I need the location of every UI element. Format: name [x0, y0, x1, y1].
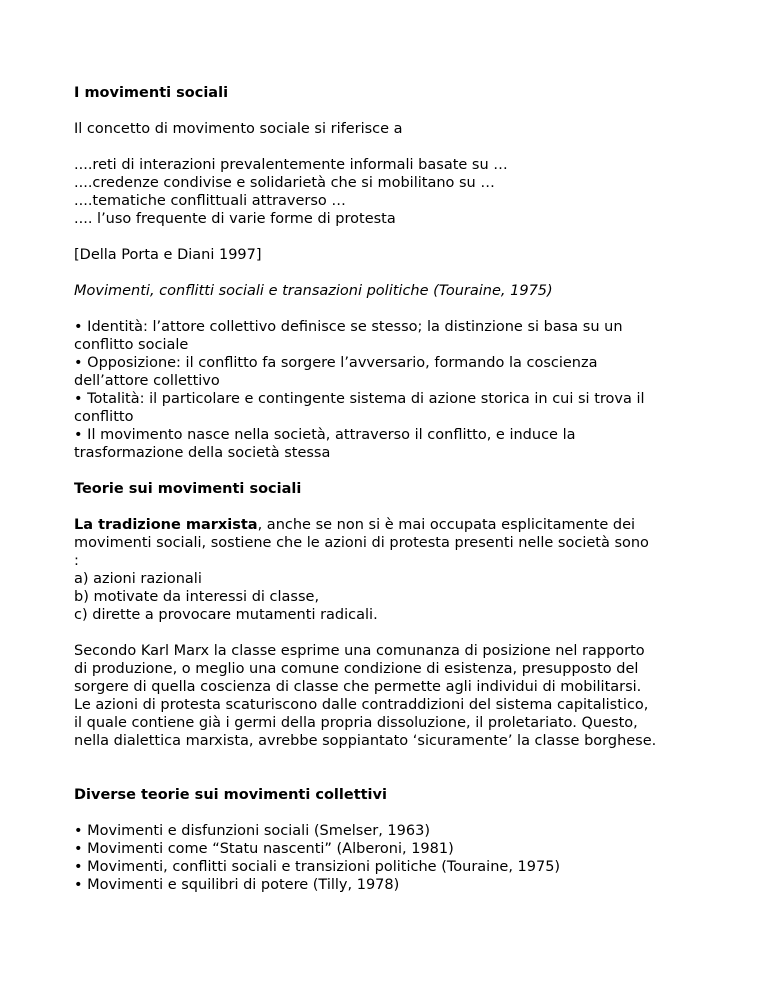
definition-line: ....tematiche conflittuali attraverso …	[74, 193, 346, 209]
definition-line: ....credenze condivise e solidarietà che si mobilitano su …	[74, 175, 495, 191]
bullet-item: • Il movimento nasce nella società, attraverso il conflitto, e induce la trasformazione della società stessa	[74, 427, 576, 461]
marxist-bold-label: La tradizione marxista	[74, 517, 258, 533]
marxist-paragraph	[74, 516, 734, 570]
definition-line: ....reti di interazioni prevalentemente informali basate su …	[74, 157, 508, 173]
bullet-item: • Movimenti come “Statu nascenti” (Alberoni, 1981)	[74, 841, 454, 857]
bullet-item: • Movimenti e squilibri di potere (Tilly, 1978)	[74, 877, 400, 893]
bullet-item: • Identità: l’attore collettivo definisce se stesso; la distinzione si basa su un conflitto sociale	[74, 319, 623, 353]
document-page	[74, 84, 734, 894]
touraine-subtitle: Movimenti, conflitti sociali e transazioni politiche (Touraine, 1975)	[74, 283, 553, 299]
citation: [Della Porta e Diani 1997]	[74, 247, 262, 263]
marxist-list-item: c) dirette a provocare mutamenti radicali.	[74, 607, 378, 623]
diverse-bullet-list	[74, 822, 734, 894]
section-heading-diverse: Diverse teorie sui movimenti collettivi	[74, 787, 387, 803]
section-heading-theories: Teorie sui movimenti sociali	[74, 481, 302, 497]
bullet-item: • Opposizione: il conflitto fa sorgere l’avversario, formando la coscienza dell’attore collettivo	[74, 355, 598, 389]
intro-sentence: Il concetto di movimento sociale si riferisce a	[74, 121, 403, 137]
marxist-list	[74, 570, 734, 624]
definition-list	[74, 156, 734, 228]
page-title: I movimenti sociali	[74, 85, 229, 101]
marx-paragraph: Secondo Karl Marx la classe esprime una comunanza di posizione nel rapporto di produzione, o meglio una comune condizione di esistenza, presupposto del sorgere di quella coscienza di classe che permette agli individui di mobilitarsi. Le azioni di protesta scaturiscono dalle contraddizioni del sistema capitalistico, il quale contiene già i germi della propria dissoluzione, il proletariato. Questo, nella dialettica marxista, avrebbe soppiantato ‘sicuramente’ la classe borghese.	[74, 643, 657, 749]
bullet-item: • Movimenti, conflitti sociali e transizioni politiche (Touraine, 1975)	[74, 859, 561, 875]
bullet-item: • Movimenti e disfunzioni sociali (Smelser, 1963)	[74, 823, 430, 839]
marxist-text: , anche se non si è mai occupata esplicitamente dei movimenti sociali, sostiene che le azioni di protesta presenti nelle società sono :	[74, 517, 649, 569]
marxist-list-item: b) motivate da interessi di classe,	[74, 589, 320, 605]
bullet-item: • Totalità: il particolare e contingente sistema di azione storica in cui si trova il conflitto	[74, 391, 645, 425]
definition-line: .... l’uso frequente di varie forme di protesta	[74, 211, 396, 227]
touraine-bullet-list	[74, 318, 734, 462]
marxist-list-item: a) azioni razionali	[74, 571, 202, 587]
